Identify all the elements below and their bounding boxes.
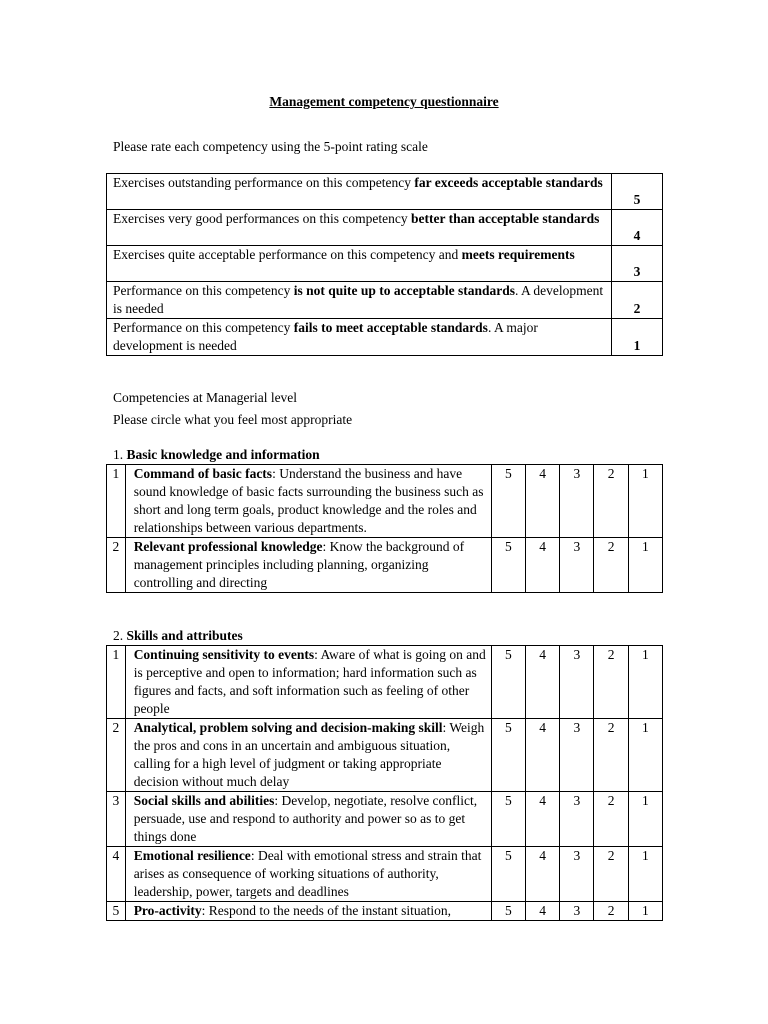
rating-description (107, 246, 612, 282)
section-1-heading (113, 447, 320, 463)
competency-description (125, 538, 491, 593)
circle-instruction: Please circle what you feel most appropriate (113, 412, 353, 427)
competency-name: Emotional resilience (133, 848, 251, 863)
rating-description-suffix: . A development is needed (113, 283, 604, 316)
rating-scale-body (107, 174, 663, 356)
competency-index: 1 (107, 646, 126, 719)
competency-row (107, 719, 663, 792)
rating-option-1[interactable]: 1 (628, 538, 662, 593)
competency-text: : Know the background of management principles including planning, organizing controlling and directing (133, 539, 465, 590)
rating-option-1[interactable]: 1 (628, 646, 662, 719)
rating-description (107, 282, 612, 319)
rating-scale-row (107, 319, 663, 356)
competency-description (125, 465, 491, 538)
rating-option-4[interactable]: 4 (525, 538, 559, 593)
rating-option-4[interactable]: 4 (525, 902, 559, 921)
competency-row (107, 847, 663, 902)
rating-scale-table (106, 173, 663, 356)
competencies-heading: Competencies at Managerial level (113, 390, 298, 405)
competency-description (125, 646, 491, 719)
rating-description-emphasis: far exceeds acceptable standards (414, 175, 603, 190)
competency-row (107, 646, 663, 719)
rating-instruction: Please rate each competency using the 5-point rating scale (113, 139, 428, 154)
competency-description (125, 902, 491, 921)
competency-name: Analytical, problem solving and decision-making skill (133, 720, 443, 735)
rating-option-3[interactable]: 3 (560, 465, 594, 538)
rating-scale-row (107, 174, 663, 210)
rating-description-emphasis: fails to meet acceptable standards (293, 320, 488, 335)
rating-scale-row (107, 246, 663, 282)
competency-row (107, 902, 663, 921)
rating-option-4[interactable]: 4 (525, 646, 559, 719)
competency-text: : Respond to the needs of the instant situation, (201, 903, 452, 918)
rating-description (107, 319, 612, 356)
competency-text: : Weigh the pros and cons in an uncertain and ambiguous situation, calling for a high level of judgment or taking appropriate decision without much delay (133, 720, 485, 789)
competency-text: : Develop, negotiate, resolve conflict, persuade, use and respond to authority and power so as to get things done (133, 793, 478, 844)
rating-option-1[interactable]: 1 (628, 847, 662, 902)
rating-description (107, 174, 612, 210)
rating-option-5[interactable]: 5 (491, 902, 525, 921)
competency-name: Continuing sensitivity to events (133, 647, 315, 662)
competency-index: 5 (107, 902, 126, 921)
rating-option-4[interactable]: 4 (525, 465, 559, 538)
competency-index: 2 (107, 719, 126, 792)
rating-scale-row (107, 282, 663, 319)
competency-name: Pro-activity (133, 903, 202, 918)
competency-row (107, 538, 663, 593)
rating-scale-row (107, 210, 663, 246)
rating-option-3[interactable]: 3 (560, 719, 594, 792)
competency-name: Command of basic facts (133, 466, 273, 481)
rating-option-2[interactable]: 2 (594, 719, 628, 792)
rating-option-1[interactable]: 1 (628, 465, 662, 538)
section-2-table (106, 645, 663, 921)
rating-description-text: Performance on this competency (113, 320, 294, 335)
competency-index: 4 (107, 847, 126, 902)
rating-description-suffix: . A major development is needed (113, 320, 538, 353)
rating-option-2[interactable]: 2 (594, 538, 628, 593)
rating-option-5[interactable]: 5 (491, 719, 525, 792)
competency-index: 2 (107, 538, 126, 593)
rating-option-3[interactable]: 3 (560, 538, 594, 593)
rating-description-emphasis: better than acceptable standards (411, 211, 600, 226)
rating-option-2[interactable]: 2 (594, 847, 628, 902)
competency-name: Relevant professional knowledge (133, 539, 323, 554)
competency-row (107, 792, 663, 847)
rating-description-text: Exercises very good performances on this competency (113, 211, 412, 226)
rating-option-4[interactable]: 4 (525, 847, 559, 902)
rating-description-emphasis: is not quite up to acceptable standards (293, 283, 515, 298)
rating-option-2[interactable]: 2 (594, 465, 628, 538)
rating-option-2[interactable]: 2 (594, 902, 628, 921)
section-2-number: 2. (113, 628, 124, 643)
rating-option-3[interactable]: 3 (560, 792, 594, 847)
rating-option-5[interactable]: 5 (491, 847, 525, 902)
rating-option-1[interactable]: 1 (628, 792, 662, 847)
rating-description-emphasis: meets requirements (461, 247, 575, 262)
rating-description-text: Exercises outstanding performance on this competency (113, 175, 415, 190)
competency-name: Social skills and abilities (133, 793, 275, 808)
competency-description (125, 719, 491, 792)
rating-description-text: Performance on this competency (113, 283, 294, 298)
rating-option-3[interactable]: 3 (560, 847, 594, 902)
rating-value: 2 (612, 282, 663, 319)
rating-value: 5 (612, 174, 663, 210)
rating-description (107, 210, 612, 246)
rating-option-2[interactable]: 2 (594, 792, 628, 847)
rating-option-3[interactable]: 3 (560, 646, 594, 719)
rating-option-5[interactable]: 5 (491, 646, 525, 719)
competency-description (125, 792, 491, 847)
competency-index: 3 (107, 792, 126, 847)
document-title: Management competency questionnaire (269, 94, 499, 109)
competency-text: : Understand the business and have sound knowledge of basic facts surrounding the business such as short and long term goals, product knowledge and the roles and relationships between various departments. (133, 466, 484, 535)
rating-option-5[interactable]: 5 (491, 792, 525, 847)
section-2-heading (113, 628, 243, 644)
rating-option-4[interactable]: 4 (525, 792, 559, 847)
section-2-title: Skills and attributes (126, 628, 243, 643)
competency-description (125, 847, 491, 902)
rating-description-text: Exercises quite acceptable performance on this competency and (113, 247, 462, 262)
section-1-number: 1. (113, 447, 124, 462)
competency-index: 1 (107, 465, 126, 538)
rating-option-5[interactable]: 5 (491, 465, 525, 538)
rating-value: 3 (612, 246, 663, 282)
rating-option-2[interactable]: 2 (594, 646, 628, 719)
rating-option-5[interactable]: 5 (491, 538, 525, 593)
competency-text: : Deal with emotional stress and strain that arises as consequence of working situations of authority, leadership, power, targets and deadlines (133, 848, 482, 899)
competency-text: : Aware of what is going on and is perceptive and open to information; hard information such as figures and facts, and soft information such as feeling of other people (133, 647, 486, 716)
rating-option-3[interactable]: 3 (560, 902, 594, 921)
rating-option-1[interactable]: 1 (628, 719, 662, 792)
section-1-table (106, 464, 663, 593)
rating-value: 4 (612, 210, 663, 246)
rating-option-4[interactable]: 4 (525, 719, 559, 792)
rating-value: 1 (612, 319, 663, 356)
competency-row (107, 465, 663, 538)
section-1-title: Basic knowledge and information (126, 447, 320, 462)
rating-option-1[interactable]: 1 (628, 902, 662, 921)
